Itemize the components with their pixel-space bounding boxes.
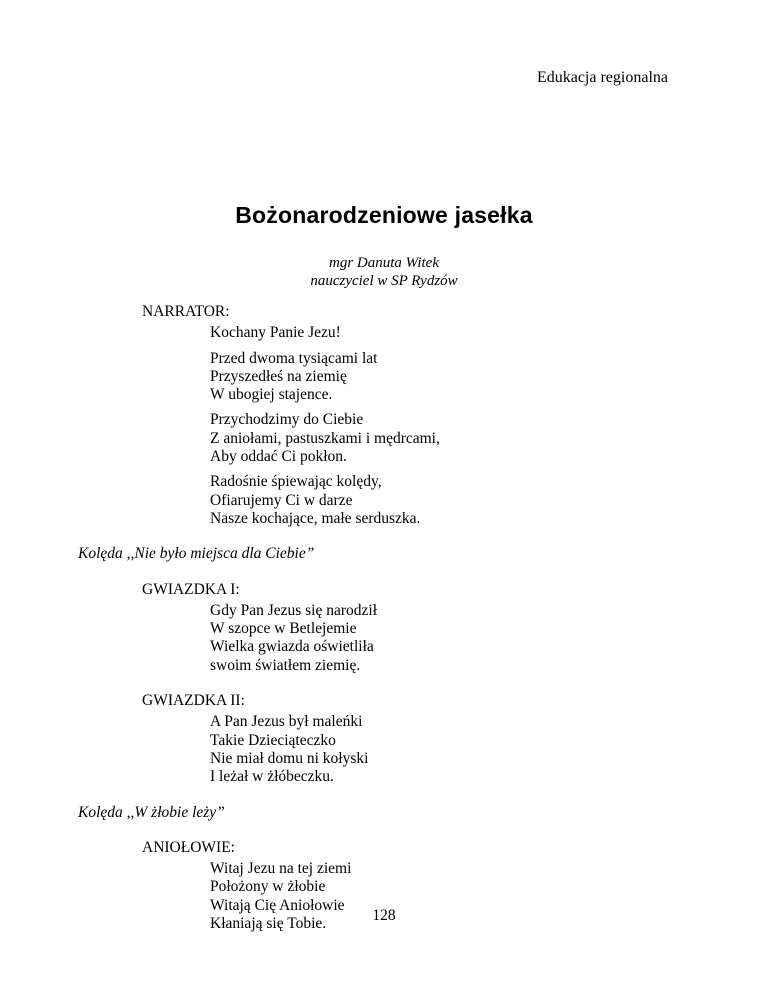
stanza — [210, 350, 698, 405]
verse-line: Takie Dzieciąteczko — [210, 731, 336, 749]
carol-title: Kolęda ,,Nie było miejsca dla Ciebie” — [78, 545, 315, 563]
author-block — [0, 254, 768, 290]
page-number: 128 — [372, 907, 396, 924]
verse-line: Gdy Pan Jezus się narodził — [210, 601, 378, 619]
author-name: mgr Danuta Witek — [329, 255, 439, 271]
speaker-name: GWIAZDKA II: — [142, 692, 245, 710]
verse-line: W ubogiej stajence. — [210, 386, 333, 404]
speaker-block — [78, 692, 698, 786]
running-header: Edukacja regionalna — [536, 69, 668, 86]
speaker-name: ANIOŁOWIE: — [142, 838, 235, 856]
verse-line: Przychodzimy do Ciebie — [210, 411, 364, 429]
verse-line: Przed dwoma tysiącami lat — [210, 349, 378, 367]
verse-line: Aby oddać Ci pokłon. — [210, 448, 347, 466]
verse-line: Radośnie śpiewając kolędy, — [210, 473, 382, 491]
page-title: Bożonarodzeniowe jasełka — [235, 202, 533, 228]
speaker-name: GWIAZDKA I: — [142, 580, 240, 598]
carol-title: Kolęda ,,W żłobie leży” — [78, 803, 225, 821]
stanza — [210, 411, 698, 466]
verse-line: Kłaniają się Tobie. — [210, 915, 327, 933]
verse-line: Nie miał domu ni kołyski — [210, 749, 369, 767]
verse-line: A Pan Jezus był maleńki — [210, 713, 363, 731]
play-text — [78, 303, 698, 933]
speaker-block — [78, 303, 698, 528]
author-affiliation: nauczyciel w SP Rydzów — [310, 273, 458, 289]
verse-line: Kochany Panie Jezu! — [210, 324, 341, 342]
verse-line: Ofiarujemy Ci w darze — [210, 491, 353, 509]
verse-line: Witają Cię Aniołowie — [210, 896, 345, 914]
verse-line: Z aniołami, pastuszkami i mędrcami, — [210, 429, 440, 447]
verse-line: swoim światłem ziemię. — [210, 656, 361, 674]
verse-line: Położony w żłobie — [210, 878, 326, 896]
verse-line: Witaj Jezu na tej ziemi — [210, 860, 352, 878]
speaker-block — [78, 581, 698, 675]
verse-line: Nasze kochające, małe serduszka. — [210, 509, 421, 527]
stanza — [210, 602, 698, 675]
verse-line: W szopce w Betlejemie — [210, 620, 357, 638]
verse-line: Wielka gwiazda oświetliła — [210, 638, 374, 656]
stanza — [210, 713, 698, 786]
verse-line: Przyszedłeś na ziemię — [210, 367, 347, 385]
speaker-name: NARRATOR: — [142, 303, 230, 320]
stanza — [210, 324, 698, 342]
stanza — [210, 473, 698, 528]
verse-line: I leżał w żłóbeczku. — [210, 768, 334, 786]
